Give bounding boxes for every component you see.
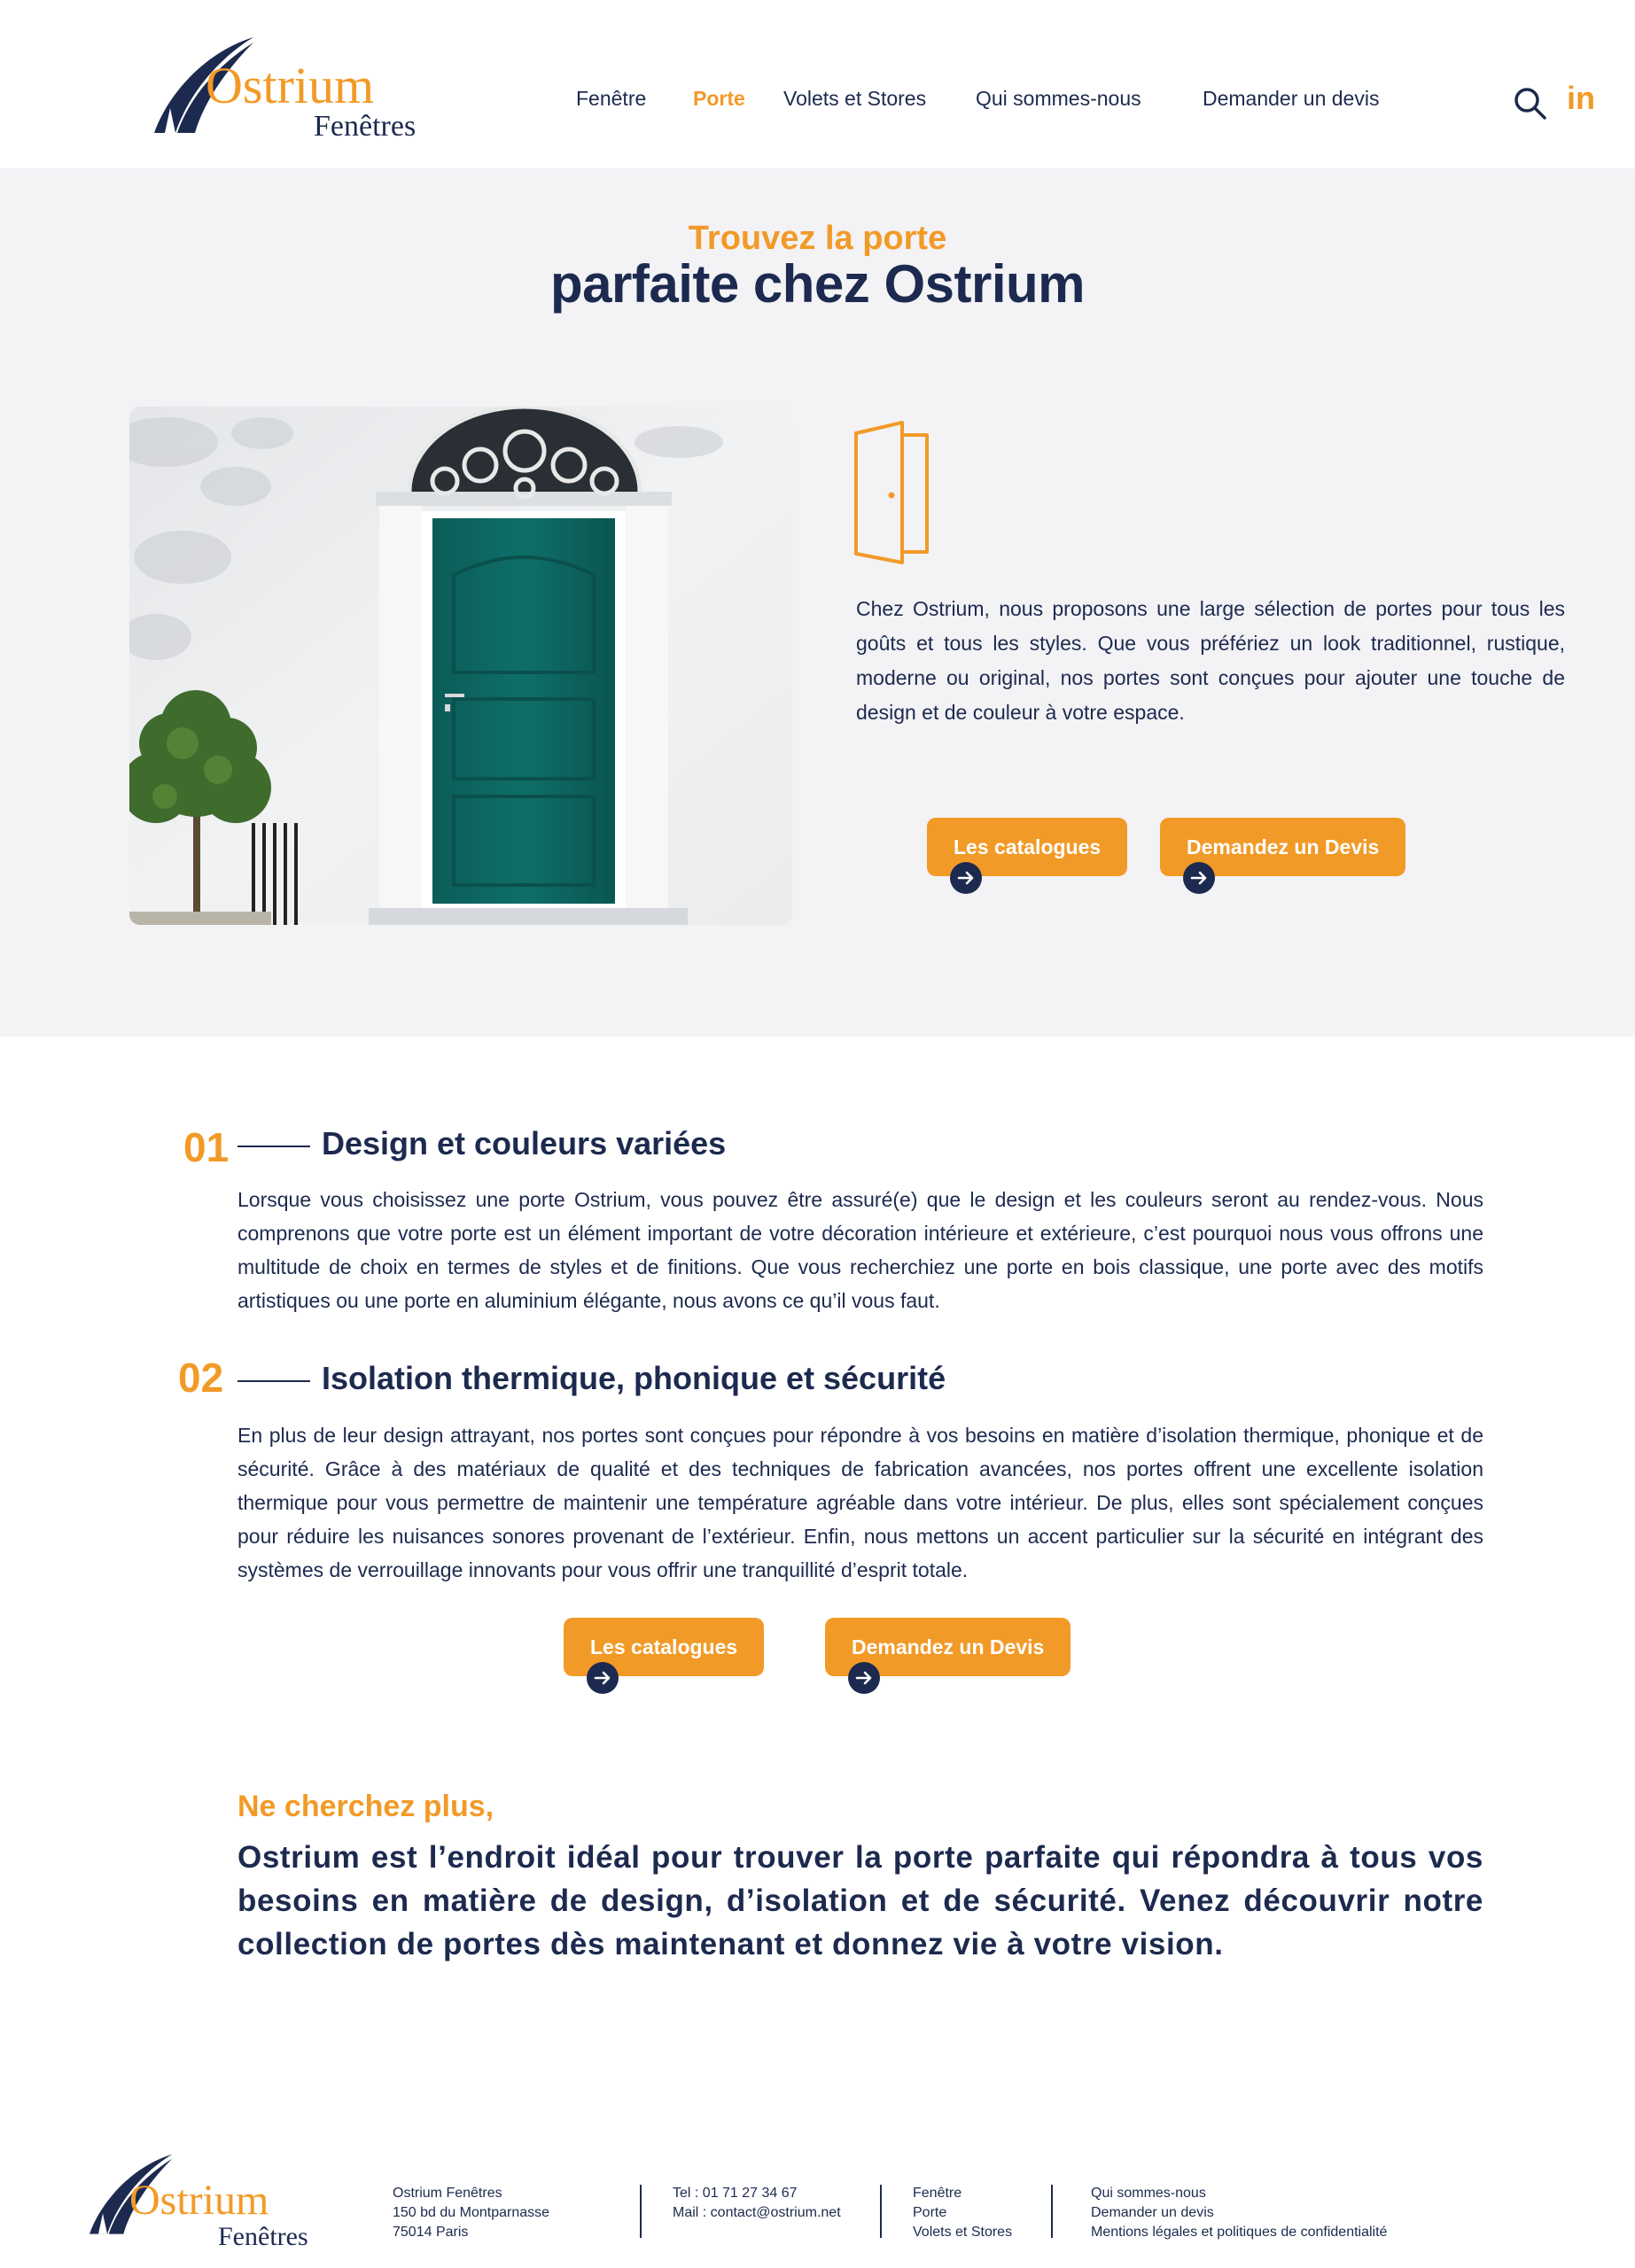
footer-link-demander-devis[interactable]: Demander un devis: [1091, 2205, 1214, 2220]
hero-title: parfaite chez Ostrium: [549, 254, 1085, 314]
footer-link-mentions-legales[interactable]: Mentions légales et politiques de confidentialité: [1091, 2225, 1388, 2240]
footer-link-qui-sommes-nous[interactable]: Qui sommes-nous: [1091, 2186, 1206, 2201]
catalogues-button-label: Les catalogues: [590, 1635, 738, 1658]
feature-title: Design et couleurs variées: [322, 1125, 727, 1161]
footer-email-link[interactable]: Mail : contact@ostrium.net: [673, 2205, 841, 2220]
logo-word-fenetres: Fenêtres: [314, 110, 417, 143]
devis-button-label: Demandez un Devis: [1187, 835, 1380, 858]
footer-links-company: [1091, 2184, 1387, 2242]
footer-link-fenetre[interactable]: Fenêtre: [913, 2186, 962, 2201]
logo-word-ostrium: Ostrium: [206, 57, 375, 114]
footer-address: [393, 2184, 549, 2242]
linkedin-icon[interactable]: in: [1567, 80, 1595, 116]
devis-button[interactable]: [825, 1618, 1071, 1676]
catalogues-button[interactable]: [927, 818, 1127, 876]
footer-logo[interactable]: [85, 2153, 333, 2250]
footer-link-porte[interactable]: Porte: [913, 2205, 947, 2220]
search-icon[interactable]: [1512, 85, 1547, 120]
catalogues-button-label: Les catalogues: [954, 835, 1102, 858]
closing-kicker: Ne cherchez plus,: [237, 1790, 494, 1823]
arrow-right-icon: [848, 1662, 880, 1694]
logo-word-ostrium: Ostrium: [129, 2177, 269, 2224]
footer-phone: Tel : 01 71 27 34 67: [673, 2186, 798, 2201]
arrow-right-icon: [587, 1662, 619, 1694]
feature-divider: [237, 1146, 310, 1147]
catalogues-button[interactable]: [564, 1618, 764, 1676]
footer-links-products: [913, 2184, 1012, 2242]
footer-address-line: 75014 Paris: [393, 2225, 469, 2240]
devis-button[interactable]: [1160, 818, 1405, 876]
arrow-right-icon: [1183, 862, 1215, 894]
feature-text: En plus de leur design attrayant, nos portes sont conçues pour répondre à vos besoins en matière d’isolation thermique, phonique et de sécurité. Grâce à des matériaux de qualité et des techniques de fabrication avancées, nos portes offrent une excellente isolation thermique pour vous permettre de maintenir une température agréable dans votre intérieur. De plus, elles sont spécialement conçues pour réduire les nuisances sonores provenant de l’extérieur. Enfin, nous mettons un accent particulier sur la sécurité en intégrant des systèmes de verrouillage innovants pour vous offrir une tranquillité d’esprit totale.: [237, 1424, 1483, 1581]
footer-divider: [1051, 2185, 1053, 2238]
door-photo: [129, 407, 792, 925]
feature-title: Isolation thermique, phonique et sécurité: [322, 1360, 946, 1396]
nav-item-demander-devis[interactable]: Demander un devis: [1203, 87, 1380, 110]
footer-address-line: 150 bd du Montparnasse: [393, 2205, 550, 2220]
feature-text: Lorsque vous choisissez une porte Ostrium, vous pouvez être assuré(e) que le design et les couleurs seront au rendez-vous. Nous comprenons que votre porte est un élément important de votre décoration intérieure et extérieure, c’est pourquoi nous vous offrons une multitude de choix en termes de styles et de finitions. Que vous recherchiez une porte en bois classique, une porte avec des motifs artistiques ou une porte en aluminium élégante, nous avons ce qu’il vous faut.: [237, 1188, 1483, 1312]
footer-divider: [640, 2185, 642, 2238]
devis-button-label: Demandez un Devis: [852, 1635, 1045, 1658]
main-nav: [0, 87, 1635, 113]
closing-text: Ostrium est l’endroit idéal pour trouver la porte parfaite qui répondra à tous vos besoins en matière de design, d’isolation et de sécurité. Venez découvrir notre collection de portes dès maintenant et donnez vie à votre vision.: [237, 1840, 1483, 1961]
footer-divider: [880, 2185, 882, 2238]
door-icon: [853, 421, 930, 566]
footer-address-line: Ostrium Fenêtres: [393, 2186, 502, 2201]
feature-number: 01: [183, 1124, 230, 1170]
nav-item-fenetre[interactable]: Fenêtre: [576, 87, 647, 110]
nav-item-qui-sommes-nous[interactable]: Qui sommes-nous: [976, 87, 1141, 110]
hero-section: [0, 168, 1635, 1037]
hero-description: Chez Ostrium, nous proposons une large sélection de portes pour tous les goûts et tous les styles. Que vous préfériez un look traditionnel, rustique, moderne ou original, nos portes sont conçues pour ajouter une touche de design et de couleur à votre espace.: [856, 597, 1565, 724]
feature-divider: [237, 1380, 310, 1382]
feature-number: 02: [178, 1355, 224, 1401]
arrow-right-icon: [950, 862, 982, 894]
hero-kicker: Trouvez la porte: [688, 220, 947, 257]
site-header: [0, 0, 1635, 168]
footer-contact: [673, 2184, 841, 2223]
footer-link-volets-stores[interactable]: Volets et Stores: [913, 2225, 1013, 2240]
nav-item-volets-stores[interactable]: Volets et Stores: [783, 87, 927, 110]
nav-item-porte[interactable]: Porte: [693, 87, 745, 110]
logo-word-fenetres: Fenêtres: [218, 2222, 308, 2251]
